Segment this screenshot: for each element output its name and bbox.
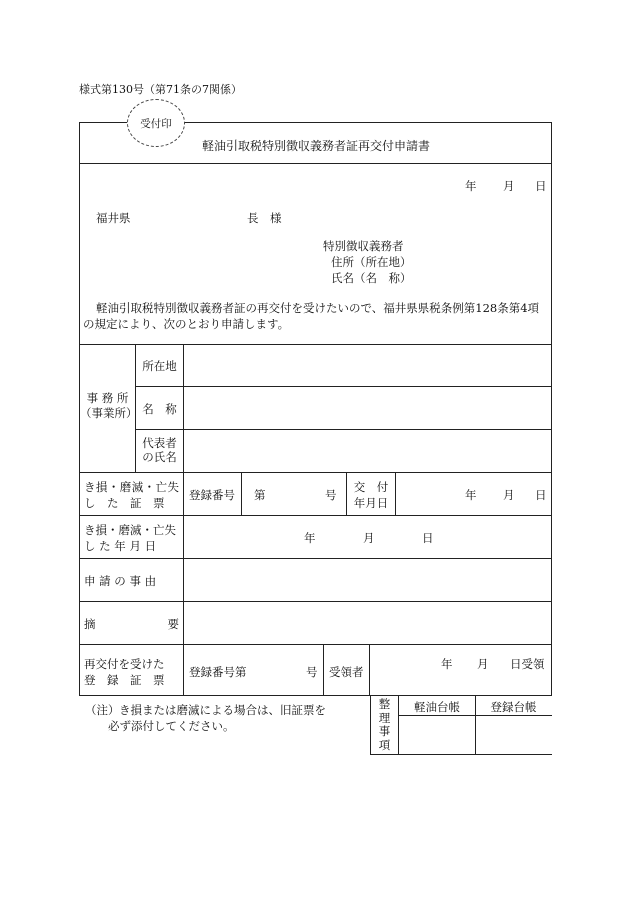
lost-cert-issue-day[interactable]: 日	[535, 488, 547, 502]
lost-cert-divider-1	[241, 472, 242, 515]
office-representative-input[interactable]	[184, 430, 551, 472]
reissued-go[interactable]: 号	[306, 665, 318, 679]
lost-date-day[interactable]: 日	[422, 531, 434, 545]
office-name-label: 名 称	[142, 402, 177, 416]
receiver-label: 受領者	[329, 665, 364, 679]
remarks-label	[84, 616, 179, 632]
applicant-role: 特別徴収義務者	[323, 239, 404, 253]
note-prefix: （注）	[85, 703, 120, 717]
note-line-1: き損または磨滅による場合は、旧証票を	[119, 703, 326, 717]
office-rep-line-1: 代表者	[142, 436, 177, 450]
office-use-label-char-4: 項	[378, 737, 391, 752]
form-number: 様式第130号（第71条の7関係）	[79, 83, 242, 96]
light-oil-ledger-header: 軽油台帳	[414, 700, 460, 714]
statement-line-1: 軽油引取税特別徴収義務者証の再交付を受けたいので、福井県県税条例第128条第4項	[96, 301, 540, 315]
reissued-label	[84, 656, 179, 688]
remarks-label-text: 摘 要	[84, 617, 179, 631]
row-divider-remarks	[79, 644, 552, 645]
addressee-suffix: 長 様	[247, 211, 282, 225]
lost-date-month[interactable]: 月	[363, 531, 375, 545]
remarks-input[interactable]	[184, 602, 551, 644]
addressee-prefecture: 福井県	[96, 211, 131, 225]
lost-cert-issue-line-1: 交 付	[353, 480, 389, 494]
note-line-2: 必ず添付してください。	[108, 719, 235, 733]
office-use-label-char-3: 事	[378, 724, 391, 738]
reason-input[interactable]	[184, 559, 551, 601]
office-name-input[interactable]	[184, 387, 551, 429]
lost-certificate-label	[84, 479, 179, 511]
lost-date-label	[84, 522, 179, 554]
date-month[interactable]: 月	[503, 179, 515, 193]
lost-cert-go[interactable]: 号	[325, 488, 337, 502]
frame-right-border	[551, 122, 552, 695]
office-header-line-2: （事業所）	[80, 406, 138, 420]
date-day[interactable]: 日	[535, 179, 547, 193]
lost-cert-issue-date-label	[347, 479, 395, 511]
date-year[interactable]: 年	[465, 179, 477, 193]
reissued-divider-1	[323, 644, 324, 695]
seal-label: 受付印	[140, 118, 172, 130]
reception-seal	[127, 99, 185, 147]
office-use-bottom-border	[370, 754, 552, 755]
lost-date-label-line-2: し た 年 月 日	[84, 539, 157, 553]
office-rep-line-2: の氏名	[142, 450, 177, 464]
lost-cert-issue-year[interactable]: 年	[465, 488, 477, 502]
reissued-reg-number-label[interactable]: 登録番号第	[189, 665, 247, 679]
reissued-divider-2	[369, 644, 370, 695]
lost-cert-reg-number-label: 登録番号	[189, 488, 235, 502]
reissued-label-line-1: 再交付を受けた	[84, 657, 165, 671]
lost-cert-dai[interactable]: 第	[254, 488, 266, 502]
reason-label: 申 請 の 事 由	[84, 574, 157, 588]
lost-date-year[interactable]: 年	[304, 531, 316, 545]
row-divider-lost-cert	[79, 515, 552, 516]
office-location-label: 所在地	[142, 359, 177, 373]
title-divider	[79, 163, 552, 164]
lost-cert-divider-3	[395, 472, 396, 515]
lost-cert-issue-line-2: 年月日	[353, 496, 389, 510]
received-text[interactable]: 日受領	[510, 657, 545, 671]
applicant-address-label[interactable]: 住所（所在地）	[331, 255, 412, 269]
office-header-line-1: 事 務 所	[86, 391, 129, 405]
statement-line-2: の規定により、次のとおり申請します。	[83, 317, 290, 331]
reissued-label-line-2: 登 録 証 票	[84, 673, 165, 687]
received-year[interactable]: 年	[441, 657, 453, 671]
office-use-label	[371, 698, 398, 752]
lost-date-label-line-1: き損・磨滅・亡失	[84, 523, 176, 537]
office-use-label-char-2: 理	[378, 710, 391, 725]
office-location-input[interactable]	[184, 345, 551, 386]
lost-cert-label-line-2: し た 証 票	[84, 496, 165, 510]
table-bottom-border	[79, 695, 552, 696]
row-divider-office	[79, 472, 552, 473]
received-month[interactable]: 月	[477, 657, 489, 671]
light-oil-ledger-cell[interactable]	[399, 716, 475, 754]
lost-cert-issue-month[interactable]: 月	[503, 488, 515, 502]
office-use-label-char-1: 整	[378, 697, 391, 711]
lost-cert-label-line-1: き 損 ・ 磨 滅 ・ 亡 失	[84, 480, 179, 494]
office-header	[80, 391, 138, 421]
registration-ledger-header: 登録台帳	[490, 700, 537, 714]
office-representative-label	[136, 436, 183, 464]
registration-ledger-cell[interactable]	[476, 716, 551, 754]
applicant-name-label[interactable]: 氏名（名 称）	[331, 271, 412, 285]
form-title: 軽油引取税特別徴収義務者証再交付申請書	[202, 139, 431, 153]
